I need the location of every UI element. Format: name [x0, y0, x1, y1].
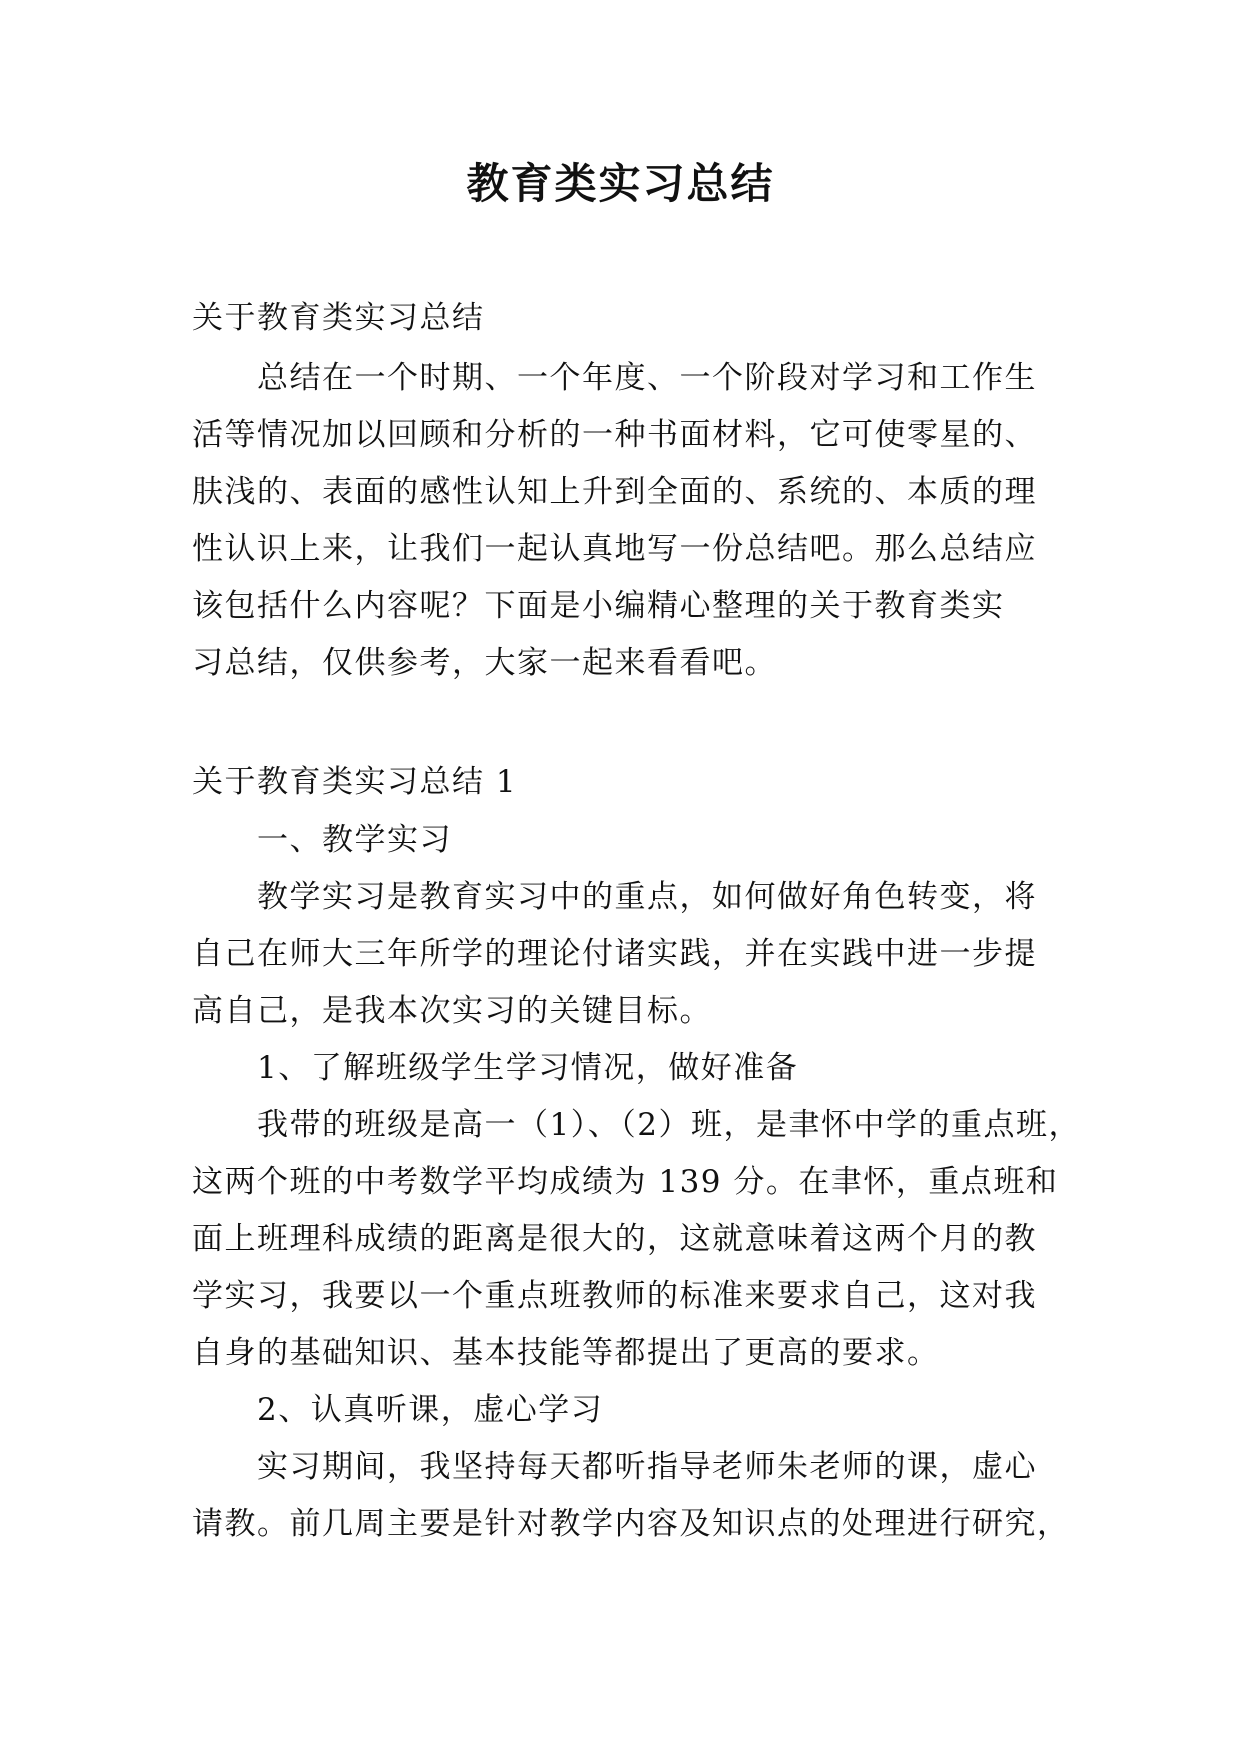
body-paragraph-line: 自身的基础知识、基本技能等都提出了更高的要求。 [192, 1335, 940, 1371]
intro-paragraph-line: 活等情况加以回顾和分析的一种书面材料，它可使零星的、 [192, 417, 1037, 453]
body-paragraph-line: 这两个班的中考数学平均成绩为 139 分。在聿怀，重点班和 [192, 1164, 1059, 1200]
intro-paragraph-line: 性认识上来，让我们一起认真地写一份总结吧。那么总结应 [192, 531, 1037, 567]
numbered-heading: 1、了解班级学生学习情况，做好准备 [257, 1050, 799, 1086]
document-title: 教育类实习总结 [466, 159, 775, 208]
body-paragraph-line: 实习期间，我坚持每天都听指导老师朱老师的课，虚心 [257, 1449, 1037, 1485]
intro-paragraph-line: 该包括什么内容呢？下面是小编精心整理的关于教育类实 [192, 588, 1005, 624]
intro-paragraph-line: 肤浅的、表面的感性认知上升到全面的、系统的、本质的理 [192, 474, 1037, 510]
body-paragraph-line: 请教。前几周主要是针对教学内容及知识点的处理进行研究， [192, 1506, 1070, 1542]
body-paragraph-line: 我带的班级是高一（1）、（2）班，是聿怀中学的重点班， [257, 1107, 1081, 1143]
numbered-heading: 2、认真听课，虚心学习 [257, 1392, 604, 1428]
body-paragraph-line: 教学实习是教育实习中的重点，如何做好角色转变，将 [257, 879, 1037, 915]
subsection-heading: 一、教学实习 [257, 822, 452, 858]
body-paragraph-line: 学实习，我要以一个重点班教师的标准来要求自己，这对我 [192, 1278, 1037, 1314]
body-paragraph-line: 自己在师大三年所学的理论付诸实践，并在实践中进一步提 [192, 936, 1037, 972]
body-paragraph-line: 面上班理科成绩的距离是很大的，这就意味着这两个月的教 [192, 1221, 1037, 1257]
intro-paragraph-line: 习总结，仅供参考，大家一起来看看吧。 [192, 645, 777, 681]
body-paragraph-line: 高自己，是我本次实习的关键目标。 [192, 993, 712, 1029]
section-heading: 关于教育类实习总结 1 [192, 764, 518, 800]
intro-paragraph-line: 总结在一个时期、一个年度、一个阶段对学习和工作生 [257, 360, 1037, 396]
subtitle-line: 关于教育类实习总结 [192, 300, 485, 336]
